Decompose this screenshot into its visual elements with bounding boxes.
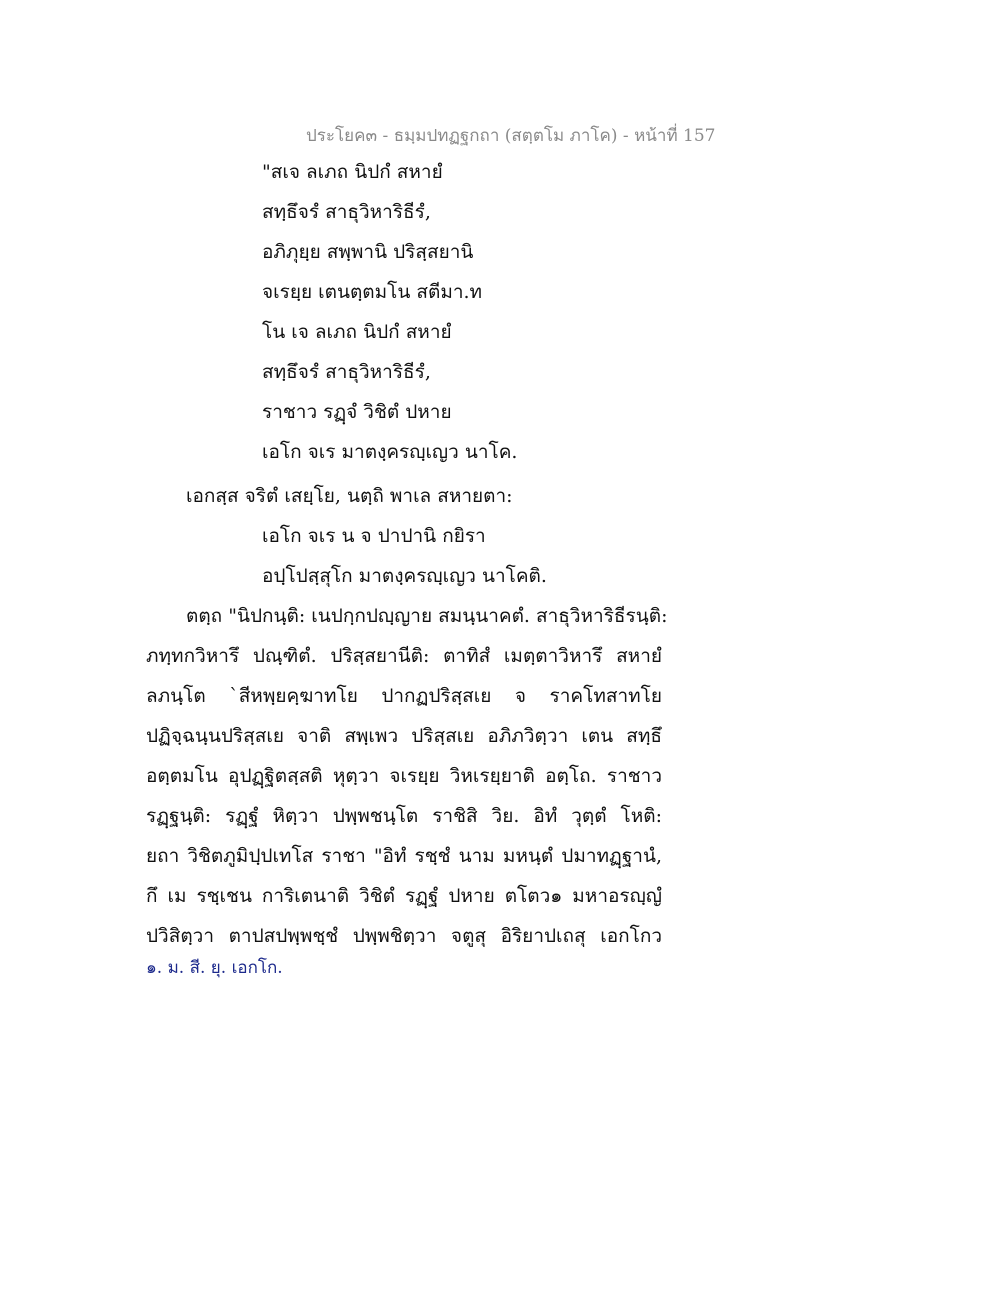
prose-line: ลภนฺโต `สีหพฺยคฺฆาทโย ปากฏปริสฺสเย จ ราคโทสาทโย [146,685,662,707]
verse-line: จเรยฺย เตนตฺตมโน สตีมา.ท [262,281,483,303]
verse-line: สทฺธึจรํ สาธุวิหาริธีรํ, [262,201,431,223]
prose-line: ปวิสิตฺวา ตาปสปพฺพชฺชํ ปพฺพชิตฺวา จตูสุ อิริยาปเถสุ เอกโกว [146,925,662,947]
prose-line: อตฺตมโน อุปฏฺฐิตสฺสติ หุตฺวา จเรยฺย วิหเรยฺยาติ อตฺโถ. ราชาว [146,765,662,787]
verse-line: ราชาว รฏฺจํ วิชิตํ ปหาย [262,401,452,423]
verse-line: สทฺธึจรํ สาธุวิหาริธีรํ, [262,361,431,383]
verse-line: "สเจ ลเภถ นิปกํ สหายํ [262,161,443,183]
prose-line: ภทฺทกวิหารึ ปณฺฑิตํ. ปริสฺสยานีติ: ตาทิสํ เมตฺตาวิหารึ สหายํ [146,645,662,667]
verse-block-one [262,152,517,472]
prose-line: รฏฺฐนฺติ: รฏฺฐํ หิตฺวา ปพฺพชนฺโต ราชิสิ วิย. อิทํ วุตฺตํ โหติ: [146,805,662,827]
commentary-paragraph [146,596,668,956]
prose-line: ตตฺถ "นิปกนฺติ: เนปกฺกปญฺญาย สมนฺนาคตํ. สาธุวิหาริธีรนฺติ: [186,605,668,627]
footnote: ๑. ม. สี. ยุ. เอกโก. [146,958,283,978]
prose-line: กึ เม รชฺเชน การิเตนาติ วิชิตํ รฏฺฐํ ปหาย ตโตว๑ มหาอรญฺญํ [146,885,662,907]
verse-line: โน เจ ลเภถ นิปกํ สหายํ [262,321,452,343]
verse-line: อภิภุยฺย สพฺพานิ ปริสฺสยานิ [262,241,474,263]
prose-line: ปฏิจฺฉนฺนปริสฺสเย จาติ สพฺเพว ปริสฺสเย อภิภวิตฺวา เตน สทฺธึ [146,725,662,747]
middle-verse-line: เอกสฺส จริตํ เสยฺโย, นตฺถิ พาเล สหายตา: [186,485,513,507]
verse-block-two [262,516,547,596]
prose-line: ยถา วิชิตภูมิปฺปเทโส ราชา "อิทํ รชฺชํ นาม มหนฺตํ ปมาทฏฺฐานํ, [146,845,662,867]
running-header: ประโยค๓ - ธมฺมปทฏฐกถา (สตฺตโม ภาโค) - หน้าที่ 157 [306,126,716,146]
verse-line: อปฺโปสฺสุโก มาตงฺครญฺเญว นาโคติ. [262,565,547,587]
verse-line: เอโก จเร มาตงฺครญฺเญว นาโค. [262,441,518,463]
verse-line: เอโก จเร น จ ปาปานิ กยิรา [262,525,486,547]
